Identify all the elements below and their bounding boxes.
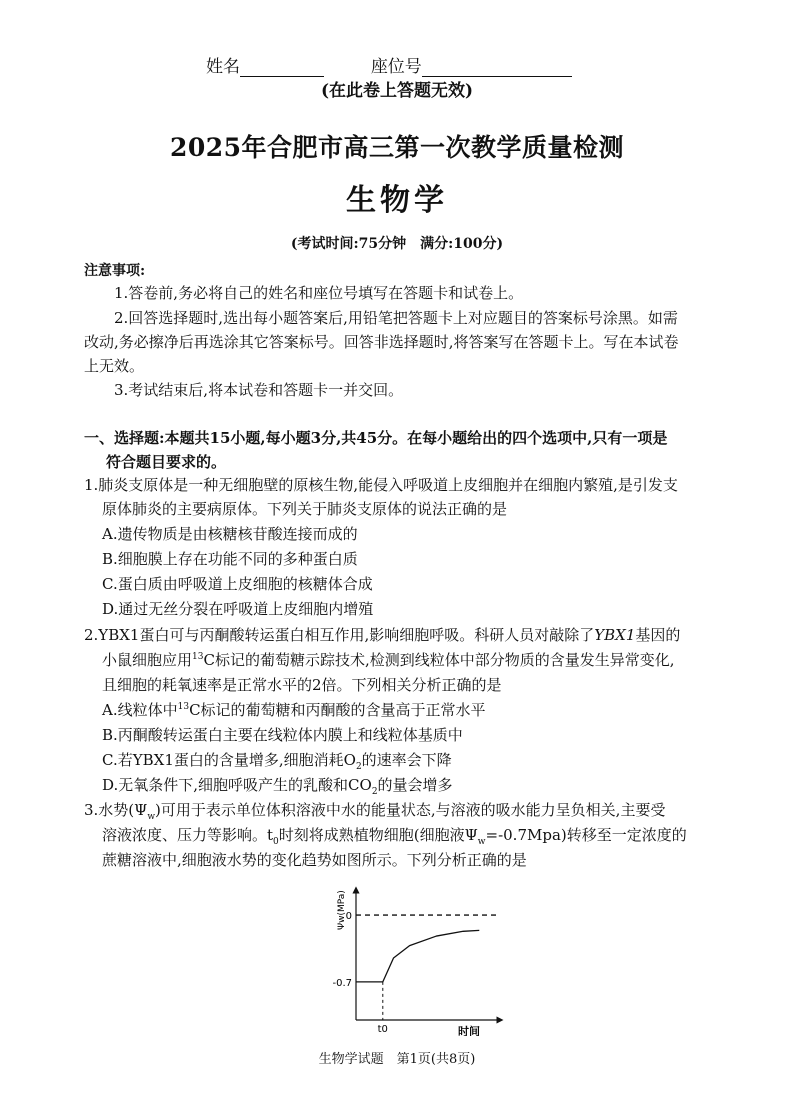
option-text: 的量会增多 <box>377 776 453 794</box>
page-footer: 生物学试题 第1页(共8页) <box>318 1052 476 1067</box>
q2-option-a <box>102 699 486 720</box>
subject-title: 生物学 <box>346 183 448 218</box>
q3-stem <box>84 799 665 822</box>
q3-stem-text: 溶液浓度、压力等影响。t <box>102 826 274 844</box>
subscript: w <box>147 812 156 822</box>
x-tick-label: t0 <box>377 1024 388 1035</box>
q1-stem: 1.肺炎支原体是一种无细胞壁的原核生物,能侵入呼吸道上皮细胞并在细胞内繁殖,是引发支 <box>84 476 678 494</box>
y-tick-label: -0.7 <box>332 977 352 989</box>
note-line: 上无效。 <box>84 357 145 375</box>
section-heading: 一、选择题:本题共15小题,每小题3分,共45分。在每小题给出的四个选项中,只有一项是 <box>84 429 668 447</box>
section-heading-cont: 符合题目要求的。 <box>106 453 227 471</box>
name-label: 姓名 <box>206 57 240 77</box>
data-series-line <box>356 930 479 982</box>
note-line: 改动,务必擦净后再选涂其它答案标号。回答非选择题时,将答案写在答题卡上。写在本试卷 <box>84 333 679 351</box>
subscript: 0 <box>273 837 279 847</box>
q1-option-d: D.通过无丝分裂在呼吸道上皮细胞内增殖 <box>102 600 374 618</box>
isotope-mass: 13 <box>177 702 190 712</box>
name-blank <box>240 58 324 77</box>
q2-stem-text: 小鼠细胞应用 <box>102 651 193 669</box>
invalid-note: (在此卷上答题无效) <box>320 81 474 101</box>
q3-stem-cont <box>102 824 687 847</box>
seat-label: 座位号 <box>370 57 422 77</box>
q2-stem-cont <box>102 649 675 670</box>
q1-stem-cont: 原体肺炎的主要病原体。下列关于肺炎支原体的说法正确的是 <box>102 500 508 518</box>
q2-stem-cont: 且细胞的耗氧速率是正常水平的2倍。下列相关分析正确的是 <box>102 676 502 694</box>
option-text: C.若YBX1蛋白的含量增多,细胞消耗O <box>102 751 356 769</box>
q2-stem-text: C标记的葡萄糖示踪技术,检测到线粒体中部分物质的含量发生异常变化, <box>203 651 675 669</box>
subscript: 2 <box>371 787 378 797</box>
note-line: 1.答卷前,务必将自己的姓名和座位号填写在答题卡和试卷上。 <box>114 284 524 302</box>
q1-option-b: B.细胞膜上存在功能不同的多种蛋白质 <box>102 550 358 568</box>
note-line: 3.考试结束后,将本试卷和答题卡一并交回。 <box>114 381 404 399</box>
water-potential-chart <box>330 886 510 1036</box>
q2-option-c <box>102 749 452 772</box>
q1-option-c: C.蛋白质由呼吸道上皮细胞的核糖体合成 <box>102 575 373 593</box>
q1-option-a: A.遗传物质是由核糖核苷酸连接而成的 <box>102 525 358 543</box>
q3-stem-text: 时刻将成熟植物细胞(细胞液Ψ <box>278 826 478 844</box>
subscript: 2 <box>355 762 362 772</box>
candidate-info-row <box>206 52 572 77</box>
q3-stem-text: )可用于表示单位体积溶液中水的能量状态,与溶液的吸水能力呈负相关,主要受 <box>155 801 666 819</box>
q3-stem-text: =-0.7Mpa)转移至一定浓度的 <box>485 826 687 844</box>
q2-stem-text: 2.YBX1蛋白可与丙酮酸转运蛋白相互作用,影响细胞呼吸。科研人员对敲除了 <box>84 626 595 644</box>
subscript: w <box>477 837 486 847</box>
q3-stem-cont: 蔗糖溶液中,细胞液水势的变化趋势如图所示。下列分析正确的是 <box>102 851 527 869</box>
option-text: D.无氧条件下,细胞呼吸产生的乳酸和CO <box>102 776 372 794</box>
seat-blank <box>422 58 572 77</box>
note-line: 2.回答选择题时,选出每小题答案后,用铅笔把答题卡上对应题目的答案标号涂黑。如需 <box>114 309 678 327</box>
y-axis-label: Ψw(MPa) <box>337 890 347 930</box>
q2-option-b: B.丙酮酸转运蛋白主要在线粒体内膜上和线粒体基质中 <box>102 726 463 744</box>
gene-name: YBX1 <box>594 626 636 644</box>
exam-title: 2025年合肥市高三第一次教学质量检测 <box>169 133 625 162</box>
option-text: C标记的葡萄糖和丙酮酸的含量高于正常水平 <box>189 701 486 719</box>
time-info: (考试时间:75分钟 满分:100分) <box>290 236 504 252</box>
y-tick-label: 0 <box>345 911 352 923</box>
notes-heading: 注意事项: <box>84 263 146 279</box>
q2-stem <box>84 624 680 645</box>
isotope-mass: 13 <box>192 652 204 662</box>
x-axis-label: 时间 <box>458 1025 480 1036</box>
q2-option-d <box>102 774 453 797</box>
q2-stem-text: 基因的 <box>635 626 681 644</box>
q3-stem-text: 3.水势(Ψ <box>84 801 148 819</box>
option-text: 的速率会下降 <box>361 751 452 769</box>
option-text: A.线粒体中 <box>102 701 178 719</box>
